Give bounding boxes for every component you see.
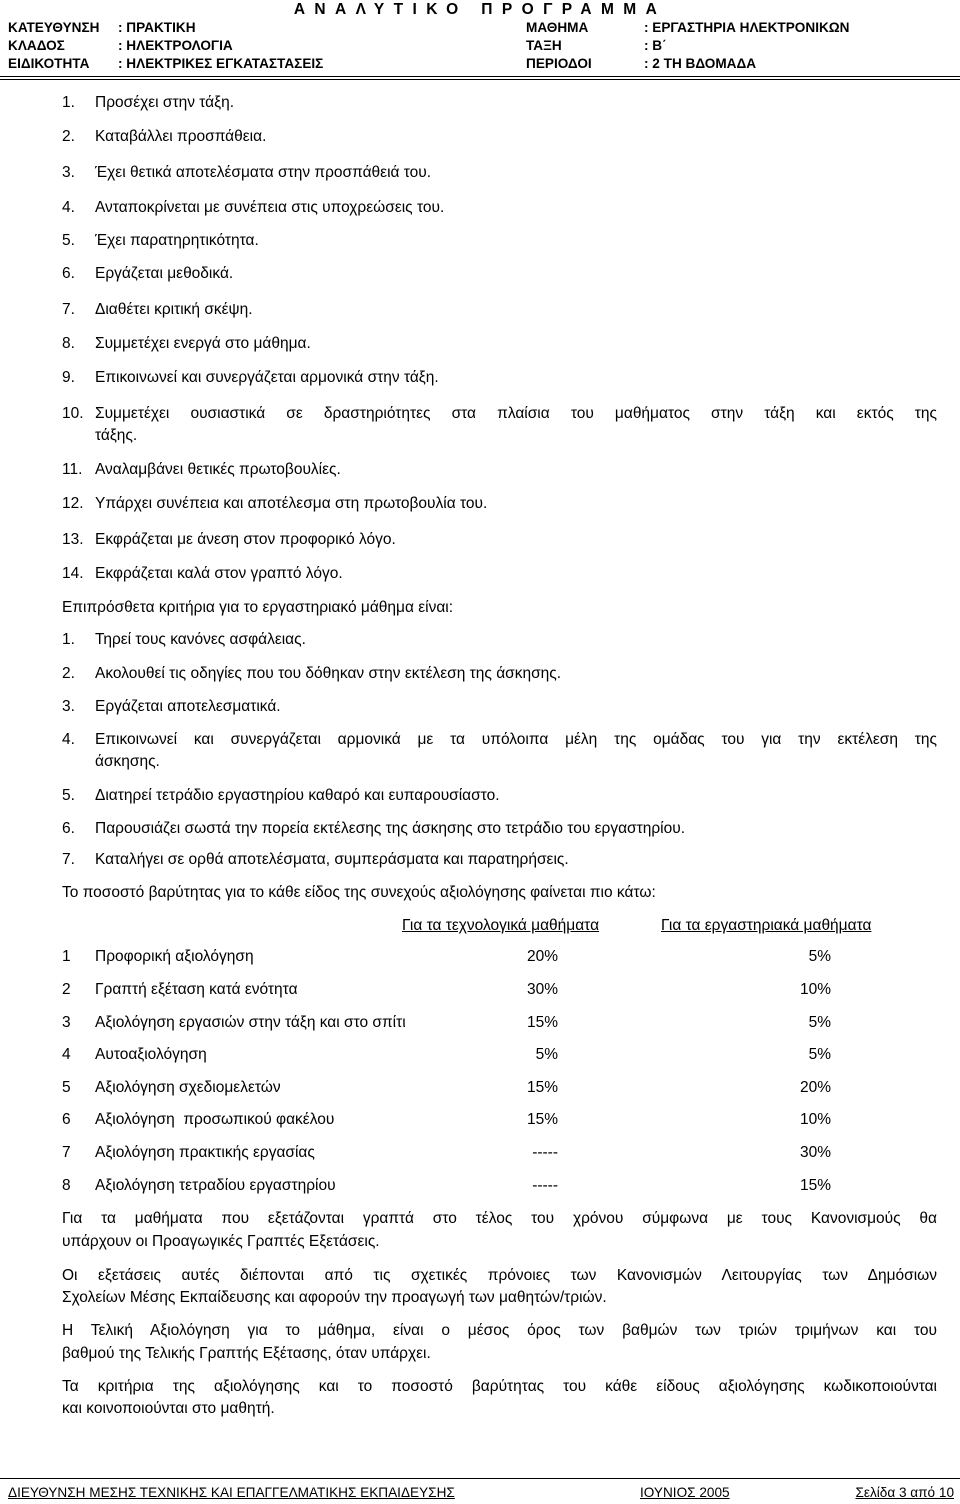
column-header-technology: Για τα τεχνολογικά μαθήματα [402,917,600,934]
label-specialty: ΕΙΔΙΚΟΤΗΤΑ [8,56,90,71]
lab-criteria-intro: Επιπρόσθετα κριτήρια για το εργαστηριακό μάθημα είναι: [62,599,454,616]
table-row: 8 Αξιολόγηση τετραδίου εργαστηρίου ----- 15% [62,1177,831,1194]
header-rule [0,76,960,77]
paragraph-line: υπάρχουν οι Προαγωγικές Γραπτές Εξετάσεις. [62,1233,380,1250]
label-branch: ΚΛΑΔΟΣ [8,38,65,53]
list-item-text: Επικοινωνεί και συνεργάζεται αρμονικά με τα υπόλοιπα μέλη της ομάδας του για την εκτέλεση της [95,731,937,748]
value-periods: : 2 ΤΗ ΒΔΟΜΑΔΑ [644,56,757,71]
paragraph-line: και κοινοποιούνται στο μαθητή. [62,1400,275,1417]
table-row: 5 Αξιολόγηση σχεδιομελετών 15% 20% [62,1079,831,1096]
list-item-continuation: άσκησης. [95,753,160,770]
paragraph-line: Σχολείων Μέσης Εκπαίδευσης και αφορούν την προαγωγή των μαθητών/τριών. [62,1289,607,1306]
footer-page-number: Σελίδα 3 από 10 [855,1485,954,1500]
footer-organization: ΔΙΕΥΘΥΝΣΗ ΜΕΣΗΣ ΤΕΧΝΙΚΗΣ ΚΑΙ ΕΠΑΓΓΕΛΜΑΤΙΚΗΣ ΕΚΠΑΙΔΕΥΣΗΣ [8,1485,455,1500]
value-specialty: : ΗΛΕΚΤΡΙΚΕΣ ΕΓΚΑΤΑΣΤΑΣΕΙΣ [118,56,324,71]
label-course: ΜΑΘΗΜΑ [526,20,589,35]
value-course: : ΕΡΓΑΣΤΗΡΙΑ ΗΛΕΚΤΡΟΝΙΚΩΝ [644,20,850,35]
value-branch: : ΗΛΕΚΤΡΟΛΟΓΙΑ [118,38,233,53]
label-grade: ΤΑΞΗ [526,38,562,53]
table-row: 2 Γραπτή εξέταση κατά ενότητα 30% 10% [62,981,831,998]
paragraph-line: Τα κριτήρια της αξιολόγησης και το ποσοστό βαρύτητας του κάθε είδους αξιολόγησης κωδικοποιούνται [62,1378,937,1395]
value-grade: : Β΄ [644,38,667,53]
label-periods: ΠΕΡΙΟΔΟΙ [526,56,592,71]
weights-intro: Το ποσοστό βαρύτητας για το κάθε είδος της συνεχούς αξιολόγησης φαίνεται πιο κάτω: [62,884,656,901]
table-row: 3 Αξιολόγηση εργασιών στην τάξη και στο σπίτι 15% 5% [62,1014,831,1031]
table-row: 4 Αυτοαξιολόγηση 5% 5% [62,1046,831,1063]
paragraph-line: Για τα μαθήματα που εξετάζονται γραπτά στο τέλος του χρόνου σύμφωνα με τους Κανονισμούς θα [62,1210,937,1227]
table-row: 7 Αξιολόγηση πρακτικής εργασίας ----- 30% [62,1144,831,1161]
label-direction: ΚΑΤΕΥΘΥΝΣΗ [8,20,100,35]
column-header-laboratory: Για τα εργαστηριακά μαθήματα [661,917,872,934]
paragraph-line: Η Τελική Αξιολόγηση για το μάθημα, είναι ο μέσος όρος των βαθμών των τριών τριμήνων και του [62,1322,937,1339]
table-row: 1 Προφορική αξιολόγηση 20% 5% [62,948,831,965]
paragraph-line: βαθμού της Τελικής Γραπτής Εξέτασης, όταν υπάρχει. [62,1345,431,1362]
list-item-text: Συμμετέχει ουσιαστικά σε δραστηριότητες στα πλαίσια του μαθήματος στην τάξη και εκτός της [95,405,937,422]
program-title: ΑΝΑΛΥΤΙΚΟ ΠΡΟΓΡΑΜΜΑ [293,1,667,18]
footer-date: ΙΟΥΝΙΟΣ 2005 [640,1485,730,1500]
paragraph-line: Οι εξετάσεις αυτές διέπονται από τις σχετικές πρόνοιες των Κανονισμών Λειτουργίας των Δημόσιων [62,1267,937,1284]
footer-rule [0,1478,960,1479]
list-item-continuation: τάξης. [95,427,138,444]
table-row: 6 Αξιολόγηση προσωπικού φακέλου 15% 10% [62,1111,831,1128]
value-direction: : ΠΡΑΚΤΙΚΗ [118,20,196,35]
header-rule-thin [0,79,960,80]
